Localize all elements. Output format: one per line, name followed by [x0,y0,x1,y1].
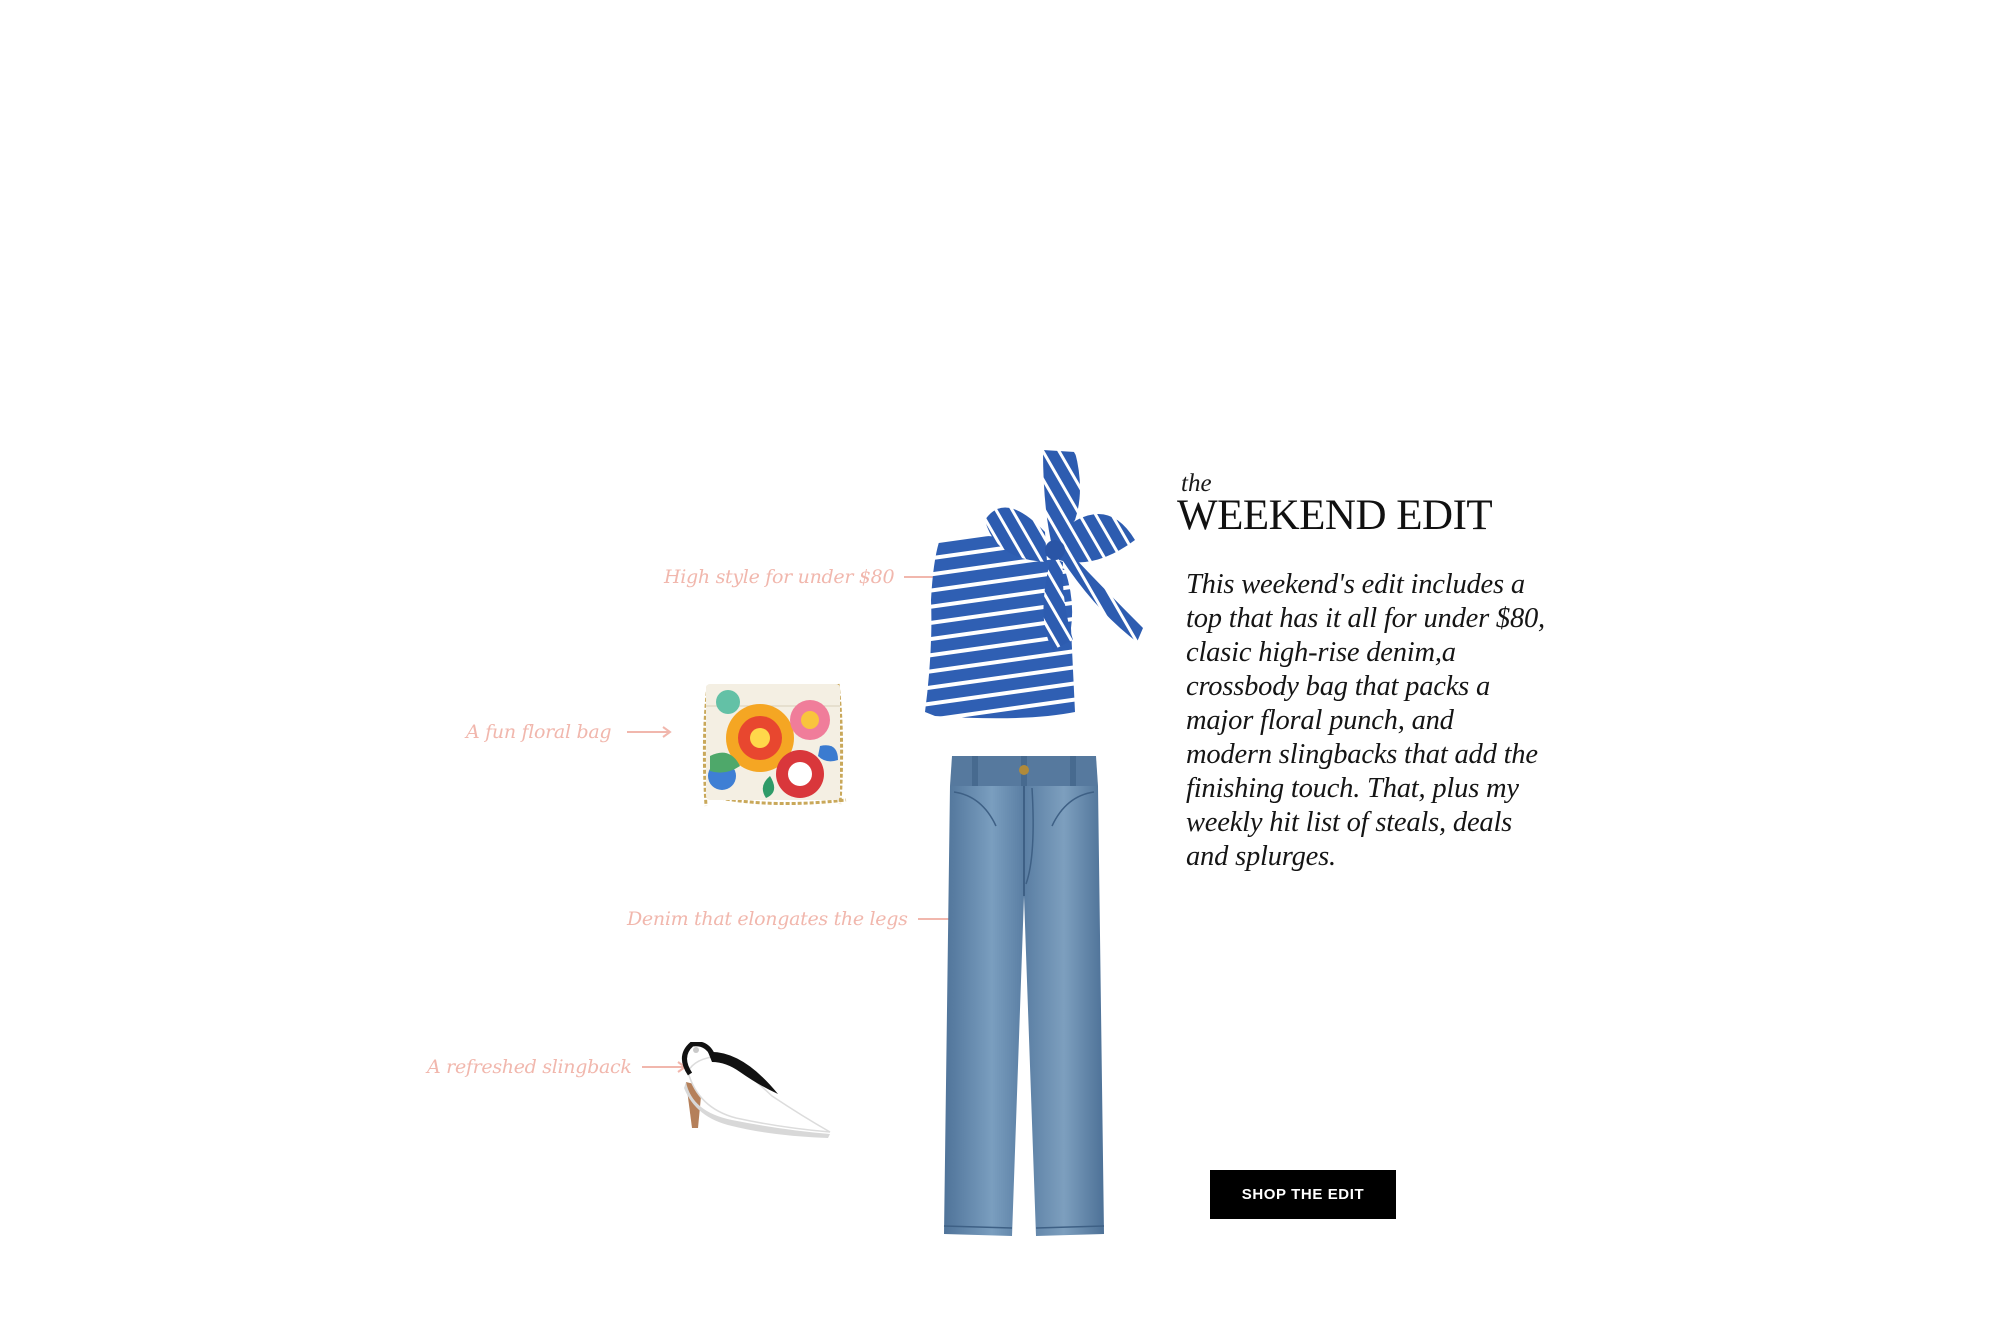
striped-top-image[interactable] [925,450,1145,725]
annotation-top-text: High style for under $80 [664,566,895,588]
page-title: WEEKEND EDIT [1177,492,1493,539]
edit-description: This weekend's edit includes a top that has it all for under $80, clasic high-rise denim,a crossbody bag that packs a major floral punch, and modern slingbacks that add the finishing touch. That, plus my weekly hit list of steals, deals and splurges. [1186,569,1545,872]
annotation-top [664,566,950,588]
slingback-shoe-image[interactable] [672,1042,832,1142]
annotation-bag-text: A fun floral bag [466,721,612,743]
annotation-denim [627,908,964,930]
annotation-denim-text: Denim that elongates the legs [627,908,908,930]
heading-prefix: the [1181,470,1212,497]
annotation-bag [466,721,673,743]
denim-jeans-image[interactable] [942,756,1106,1240]
shop-the-edit-button[interactable]: SHOP THE EDIT [1210,1170,1396,1219]
arrow-right-icon [627,726,673,738]
annotation-shoe-text: A refreshed slingback [427,1056,632,1078]
floral-bag-image[interactable] [700,676,850,812]
annotation-shoe [427,1056,688,1078]
